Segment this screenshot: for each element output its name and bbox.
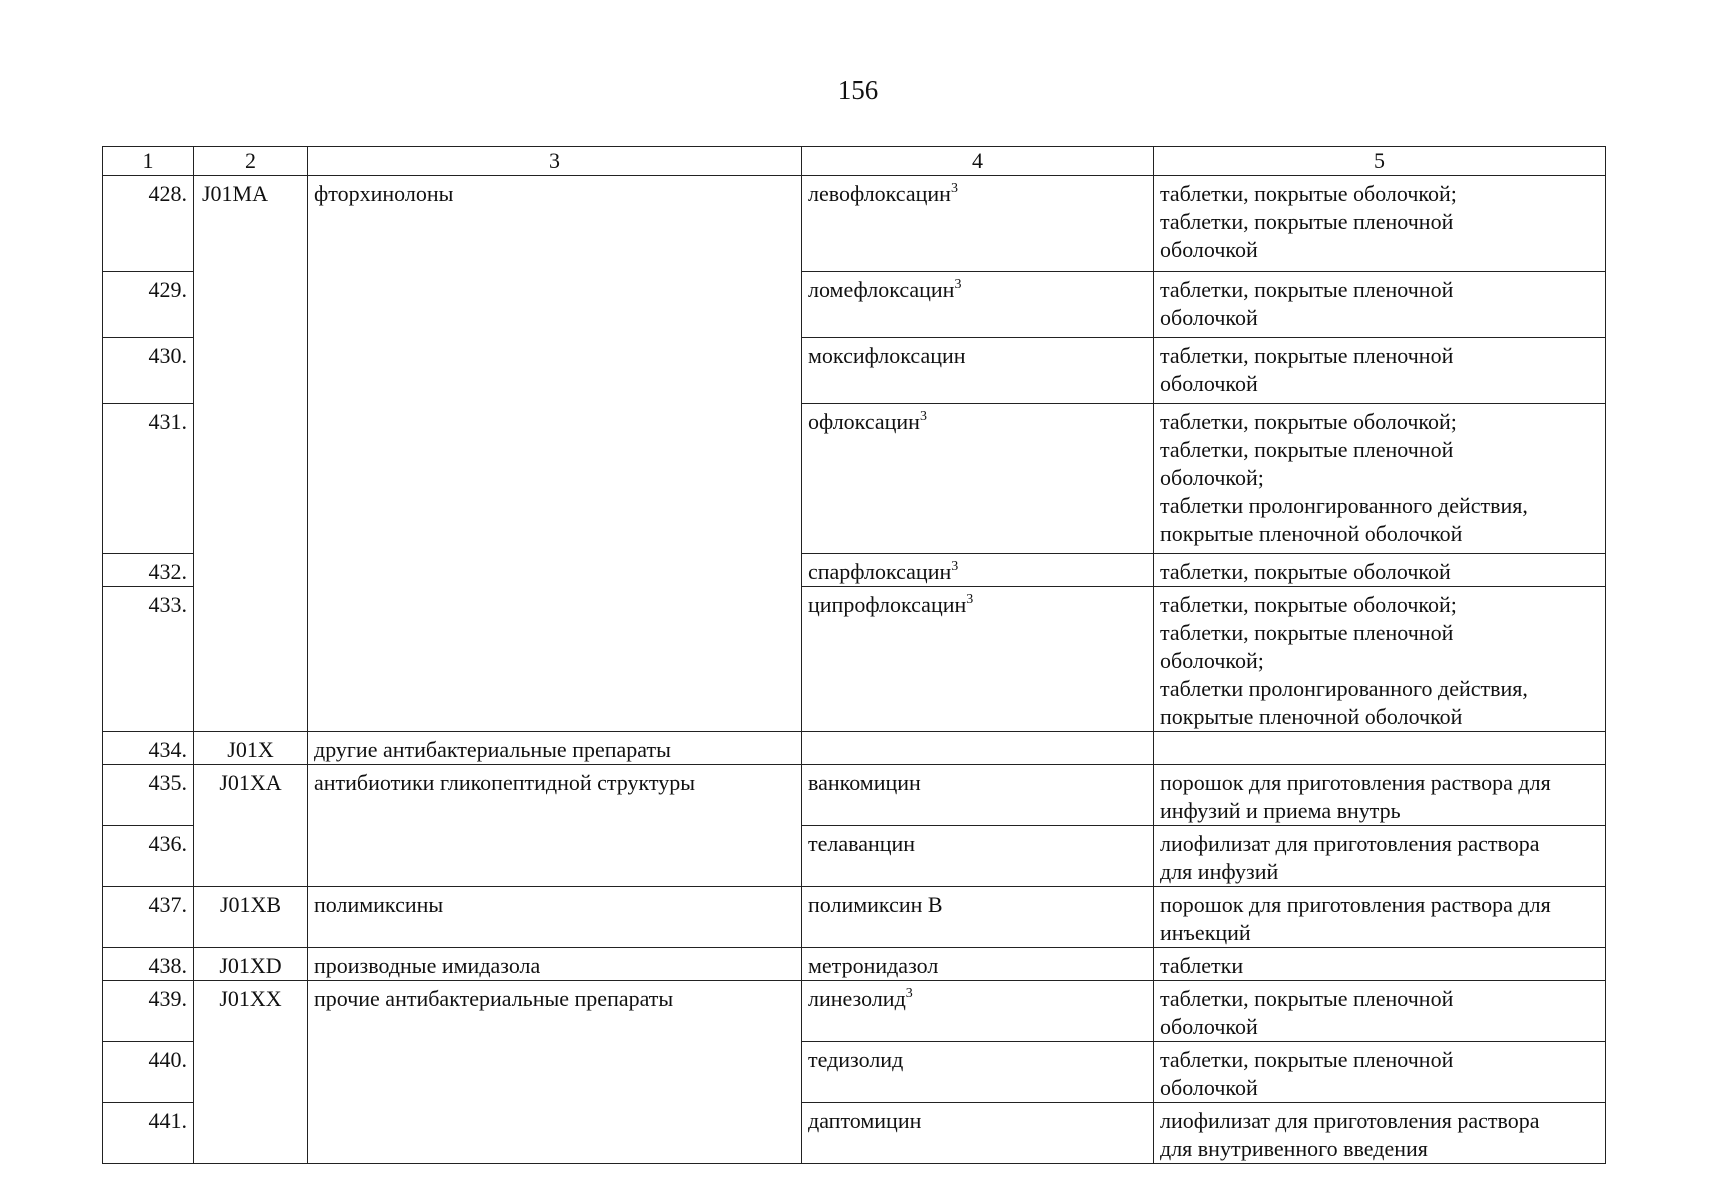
dosage-forms: [1154, 587, 1606, 732]
dosage-forms: [1154, 1042, 1606, 1103]
drug-name: линезолид: [808, 986, 906, 1011]
dosage-form-line: таблетки пролонгированного действия,: [1160, 676, 1528, 701]
footnote-mark: 3: [905, 986, 913, 1001]
table-body: [103, 176, 1606, 1164]
row-number: 439.: [103, 981, 194, 1042]
drug-name: левофлоксацин: [808, 181, 951, 206]
row-number: 431.: [103, 404, 194, 554]
drug-group: антибиотики гликопептидной структуры: [308, 765, 802, 887]
drug-name-cell: [802, 554, 1154, 587]
dosage-form-line: для внутривенного введения: [1160, 1136, 1428, 1161]
header-col-3: 3: [308, 147, 802, 176]
dosage-form-line: для инфузий: [1160, 859, 1279, 884]
page-number: 156: [837, 75, 879, 105]
dosage-form-line: таблетки, покрытые пленочной: [1160, 277, 1454, 302]
atc-code: J01XA: [194, 765, 308, 887]
row-number: 433.: [103, 587, 194, 732]
drug-name: ломефлоксацин: [808, 277, 955, 302]
dosage-form-line: таблетки, покрытые пленочной: [1160, 209, 1454, 234]
dosage-form-line: лиофилизат для приготовления раствора: [1160, 1108, 1540, 1133]
drug-name-cell: [802, 1103, 1154, 1164]
dosage-form-line: покрытые пленочной оболочкой: [1160, 704, 1463, 729]
drug-name-cell: [802, 404, 1154, 554]
drug-table: [102, 146, 1606, 1164]
drug-name: метронидазол: [808, 953, 939, 978]
atc-code: J01XD: [194, 948, 308, 981]
dosage-forms: [1154, 1103, 1606, 1164]
dosage-form-line: таблетки, покрытые оболочкой: [1160, 559, 1451, 584]
footnote-mark: 3: [966, 592, 974, 607]
dosage-form-line: оболочкой: [1160, 237, 1258, 262]
atc-code: J01XB: [194, 887, 308, 948]
table-row: [103, 765, 1606, 826]
row-number: 435.: [103, 765, 194, 826]
atc-code: J01X: [194, 732, 308, 765]
drug-name: полимиксин В: [808, 892, 943, 917]
drug-name-cell: [802, 732, 1154, 765]
row-number: 436.: [103, 826, 194, 887]
dosage-form-line: оболочкой: [1160, 371, 1258, 396]
dosage-form-line: таблетки, покрытые оболочкой;: [1160, 409, 1457, 434]
dosage-form-line: таблетки, покрытые пленочной: [1160, 437, 1454, 462]
drug-group: прочие антибактериальные препараты: [308, 981, 802, 1164]
table-row: [103, 948, 1606, 981]
row-number: 429.: [103, 272, 194, 338]
dosage-forms: [1154, 887, 1606, 948]
table-row: [103, 176, 1606, 272]
dosage-form-line: инъекций: [1160, 920, 1251, 945]
row-number: 434.: [103, 732, 194, 765]
drug-name-cell: [802, 826, 1154, 887]
dosage-form-line: покрытые пленочной оболочкой: [1160, 521, 1463, 546]
row-number: 440.: [103, 1042, 194, 1103]
atc-code: J01XX: [194, 981, 308, 1164]
drug-name-cell: [802, 948, 1154, 981]
dosage-forms: [1154, 272, 1606, 338]
dosage-form-line: инфузий и приема внутрь: [1160, 798, 1401, 823]
footnote-mark: 3: [950, 181, 958, 196]
drug-name: даптомицин: [808, 1108, 922, 1133]
drug-name-cell: [802, 981, 1154, 1042]
table-row: [103, 981, 1606, 1042]
row-number: 428.: [103, 176, 194, 272]
header-col-4: 4: [802, 147, 1154, 176]
dosage-forms: [1154, 176, 1606, 272]
dosage-form-line: таблетки, покрытые пленочной: [1160, 986, 1454, 1011]
dosage-forms: [1154, 404, 1606, 554]
drug-name: офлоксацин: [808, 409, 920, 434]
row-number: 438.: [103, 948, 194, 981]
drug-group: производные имидазола: [308, 948, 802, 981]
dosage-form-line: лиофилизат для приготовления раствора: [1160, 831, 1540, 856]
dosage-form-line: оболочкой: [1160, 1014, 1258, 1039]
dosage-forms: [1154, 826, 1606, 887]
drug-name: ванкомицин: [808, 770, 921, 795]
dosage-form-line: таблетки, покрытые оболочкой;: [1160, 592, 1457, 617]
table-row: [103, 732, 1606, 765]
dosage-form-line: порошок для приготовления раствора для: [1160, 892, 1551, 917]
drug-name-cell: [802, 272, 1154, 338]
dosage-forms: [1154, 732, 1606, 765]
drug-group: фторхинолоны: [308, 176, 802, 732]
dosage-forms: [1154, 338, 1606, 404]
dosage-form-line: таблетки пролонгированного действия,: [1160, 493, 1528, 518]
drug-name-cell: [802, 176, 1154, 272]
drug-group: другие антибактериальные препараты: [308, 732, 802, 765]
dosage-form-line: таблетки: [1160, 953, 1244, 978]
drug-name: моксифлоксацин: [808, 343, 966, 368]
dosage-forms: [1154, 981, 1606, 1042]
dosage-form-line: таблетки, покрытые пленочной: [1160, 620, 1454, 645]
drug-name: спарфлоксацин: [808, 559, 952, 584]
dosage-form-line: таблетки, покрытые оболочкой;: [1160, 181, 1457, 206]
footnote-mark: 3: [951, 559, 959, 574]
row-number: 432.: [103, 554, 194, 587]
dosage-form-line: оболочкой;: [1160, 465, 1264, 490]
header-col-1: 1: [103, 147, 194, 176]
drug-name-cell: [802, 887, 1154, 948]
dosage-forms: [1154, 948, 1606, 981]
drug-name-cell: [802, 338, 1154, 404]
drug-name-cell: [802, 1042, 1154, 1103]
dosage-form-line: таблетки, покрытые пленочной: [1160, 343, 1454, 368]
footnote-mark: 3: [919, 409, 927, 424]
header-col-2: 2: [194, 147, 308, 176]
drug-name: тедизолид: [808, 1047, 904, 1072]
dosage-form-line: оболочкой: [1160, 305, 1258, 330]
dosage-form-line: таблетки, покрытые пленочной: [1160, 1047, 1454, 1072]
atc-code: J01MA: [194, 176, 308, 732]
table-row: [103, 887, 1606, 948]
dosage-form-line: оболочкой;: [1160, 648, 1264, 673]
row-number: 441.: [103, 1103, 194, 1164]
drug-name: ципрофлоксацин: [808, 592, 967, 617]
drug-group: полимиксины: [308, 887, 802, 948]
footnote-mark: 3: [954, 277, 962, 292]
dosage-forms: [1154, 765, 1606, 826]
row-number: 430.: [103, 338, 194, 404]
header-col-5: 5: [1154, 147, 1606, 176]
table-header-row: [103, 147, 1606, 176]
dosage-form-line: порошок для приготовления раствора для: [1160, 770, 1551, 795]
dosage-forms: [1154, 554, 1606, 587]
drug-name-cell: [802, 765, 1154, 826]
row-number: 437.: [103, 887, 194, 948]
drug-name-cell: [802, 587, 1154, 732]
drug-name: телаванцин: [808, 831, 916, 856]
dosage-form-line: оболочкой: [1160, 1075, 1258, 1100]
